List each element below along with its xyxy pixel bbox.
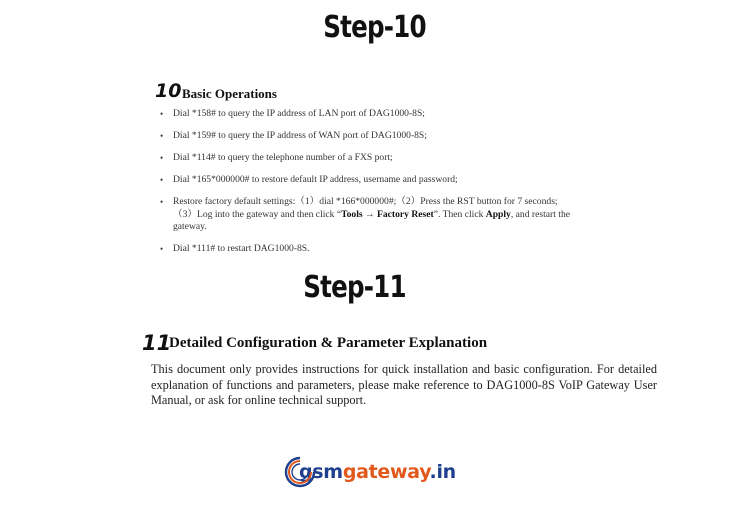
menu-path: Tools → Factory Reset — [341, 208, 434, 220]
gsmgateway-logo — [283, 452, 456, 492]
logo-text-domain: .in — [429, 461, 456, 483]
logo-text-gsm: gsm — [299, 461, 343, 483]
bullet-icon: • — [160, 131, 164, 141]
list-item-text: Dial *165*000000# to restore default IP address, username and password; — [173, 174, 458, 185]
apply-label: Apply — [485, 208, 511, 220]
step-10-heading: Step-10 — [323, 10, 426, 45]
bullet-icon: • — [160, 153, 164, 163]
list-item — [160, 243, 590, 256]
bullet-icon: • — [160, 175, 164, 185]
list-item-restore — [160, 196, 590, 234]
restore-step-1-2: Restore factory default settings:（1）dial *166*000000#;（2）Press the RST button for 7 seconds; — [173, 196, 558, 207]
logo-swirl-icon — [283, 455, 317, 489]
list-item-text: Dial *111# to restart DAG1000-8S. — [173, 243, 310, 254]
list-item-text: Dial *158# to query the IP address of LAN port of DAG1000-8S; — [173, 108, 425, 119]
section-11-description: This document only provides instructions for quick installation and basic configuration. For detailed explanation of functions and parameters, please make reference to DAG1000-8S VoIP Gateway User Manual, or ask for online technical support. — [151, 362, 657, 407]
section-10-number: 10 — [155, 80, 182, 102]
list-item-text: Dial *159# to query the IP address of WAN port of DAG1000-8S; — [173, 130, 427, 141]
restore-step-3-cont: ”. Then click — [433, 208, 486, 220]
basic-operations-list — [160, 108, 590, 265]
list-item — [160, 130, 590, 143]
logo-text-gateway: gateway — [342, 461, 430, 483]
section-10-title: Basic Operations — [182, 86, 277, 101]
step-11-heading: Step-11 — [303, 270, 406, 305]
list-item — [160, 174, 590, 187]
restore-step-3: （3）Log into the gateway and then click “ — [173, 208, 342, 220]
section-11-title: Detailed Configuration & Parameter Explanation — [169, 335, 488, 351]
list-item — [160, 108, 590, 121]
bullet-icon: • — [160, 109, 164, 119]
restore-step-3-end: , and restart the gateway. — [173, 208, 570, 232]
list-item-text: Dial *114# to query the telephone number of a FXS port; — [173, 152, 393, 163]
section-11-number: 11 — [142, 331, 172, 355]
bullet-icon: • — [160, 244, 164, 254]
list-item — [160, 152, 590, 165]
bullet-icon: • — [160, 197, 164, 207]
